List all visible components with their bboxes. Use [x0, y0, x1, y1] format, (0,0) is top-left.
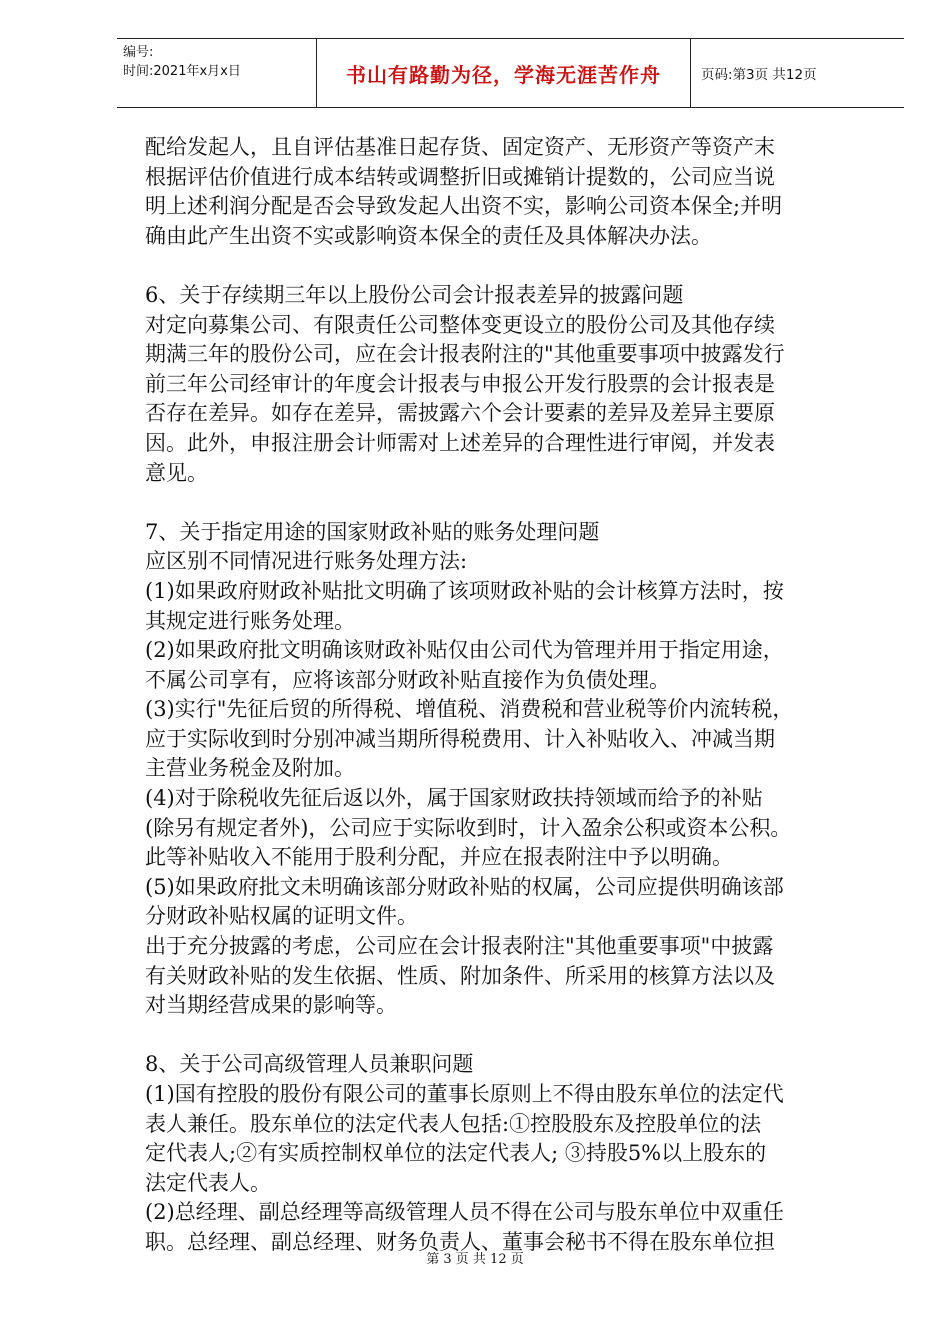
body-text-line: (1)如果政府财政补贴批文明确了该项财政补贴的会计核算方法时，按 — [145, 578, 784, 603]
body-text-line: (4)对于除税收先征后返以外，属于国家财政扶持领域而给予的补贴 — [145, 786, 763, 811]
document-header — [117, 38, 904, 108]
header-motto-cell — [317, 39, 691, 107]
header-motto: 书山有路勤为径，学海无涯苦作舟 — [346, 62, 661, 87]
body-text-line: 8、关于公司高级管理人员兼职问题 — [145, 1052, 474, 1077]
body-text-line: (2)总经理、副总经理等高级管理人员不得在公司与股东单位中双重任 — [145, 1200, 784, 1225]
body-text-line: 根据评估价值进行成本结转或调整折旧或摊销计提数的，公司应当说 — [145, 164, 775, 189]
body-text-line: 7、关于指定用途的国家财政补贴的账务处理问题 — [145, 519, 600, 544]
body-text-line: 主营业务税金及附加。 — [145, 756, 355, 781]
body-text-line: 表人兼任。股东单位的法定代表人包括:①控股股东及控股单位的法 — [145, 1111, 762, 1136]
page-footer: 第 3 页 共 12 页 — [426, 1252, 524, 1267]
paragraph-gap — [145, 251, 885, 281]
body-text-line: (除另有规定者外)，公司应于实际收到时，计入盈余公积或资本公积。 — [145, 815, 792, 840]
body-text-line: (2)如果政府批文明确该财政补贴仅由公司代为管理并用于指定用途， — [145, 638, 784, 663]
paragraph-gap — [145, 488, 885, 518]
body-text-line: (3)实行"先征后贸的所得税、增值税、消费税和营业税等价内流转税， — [145, 697, 794, 722]
body-text-line: 配给发起人，且自评估基准日起存货、固定资产、无形资产等资产末 — [145, 135, 775, 159]
body-text-line: 分财政补贴权属的证明文件。 — [145, 904, 418, 929]
body-text-line: 6、关于存续期三年以上股份公司会计报表差异的披露问题 — [145, 282, 684, 307]
body-text-line: 此等补贴收入不能用于股利分配，并应在报表附注中予以明确。 — [145, 845, 733, 870]
body-text-line: 因。此外，申报注册会计师需对上述差异的合理性进行审阅，并发表 — [145, 430, 775, 455]
body-text-line: 意见。 — [145, 460, 208, 485]
body-text-line: (5)如果政府批文未明确该部分财政补贴的权属，公司应提供明确该部 — [145, 874, 784, 899]
body-text-line: 法定代表人。 — [145, 1170, 271, 1195]
body-text-line: 定代表人;②有实质控制权单位的法定代表人; ③持股5%以上股东的 — [145, 1141, 767, 1166]
document-time-label: 时间:2021年x月x日 — [123, 64, 241, 79]
body-text-line: 否存在差异。如存在差异，需披露六个会计要素的差异及差异主要原 — [145, 401, 775, 426]
body-text-line: (1)国有控股的股份有限公司的董事长原则上不得由股东单位的法定代 — [145, 1082, 784, 1106]
body-text-line: 有关财政补贴的发生依据、性质、附加条件、所采用的核算方法以及 — [145, 963, 775, 988]
body-text-line: 明上述利润分配是否会导致发起人出资不实，影响公司资本保全;并明 — [145, 194, 783, 219]
body-text-line: 期满三年的股份公司，应在会计报表附注的"其他重要事项中披露发行 — [145, 342, 785, 367]
body-text-line: 前三年公司经审计的年度会计报表与申报公开发行股票的会计报表是 — [145, 371, 775, 396]
paragraph-gap — [145, 1021, 885, 1051]
header-page-info: 页码:第3页 共12页 — [701, 67, 817, 83]
body-text-line: 对定向募集公司、有限责任公司整体变更设立的股份公司及其他存续 — [145, 312, 775, 337]
body-text-line: 其规定进行账务处理。 — [145, 608, 355, 633]
body-text-line: 对当期经营成果的影响等。 — [145, 993, 397, 1018]
header-meta — [117, 39, 317, 107]
body-text-line: 确由此产生出资不实或影响资本保全的责任及具体解决办法。 — [145, 223, 712, 248]
body-text-line: 不属公司享有，应将该部分财政补贴直接作为负债处理。 — [145, 667, 670, 692]
document-body — [145, 133, 885, 1258]
body-text-line: 应于实际收到时分别冲减当期所得税费用、计入补贴收入、冲减当期 — [145, 726, 775, 751]
body-text-line: 出于充分披露的考虑，公司应在会计报表附注"其他重要事项"中披露 — [145, 934, 774, 959]
document-number-label: 编号: — [123, 45, 154, 60]
body-text-line: 应区别不同情况进行账务处理方法: — [145, 549, 468, 574]
body-text-line: 职。总经理、副总经理、财务负责人、董事会秘书不得在股东单位担 — [145, 1229, 775, 1254]
